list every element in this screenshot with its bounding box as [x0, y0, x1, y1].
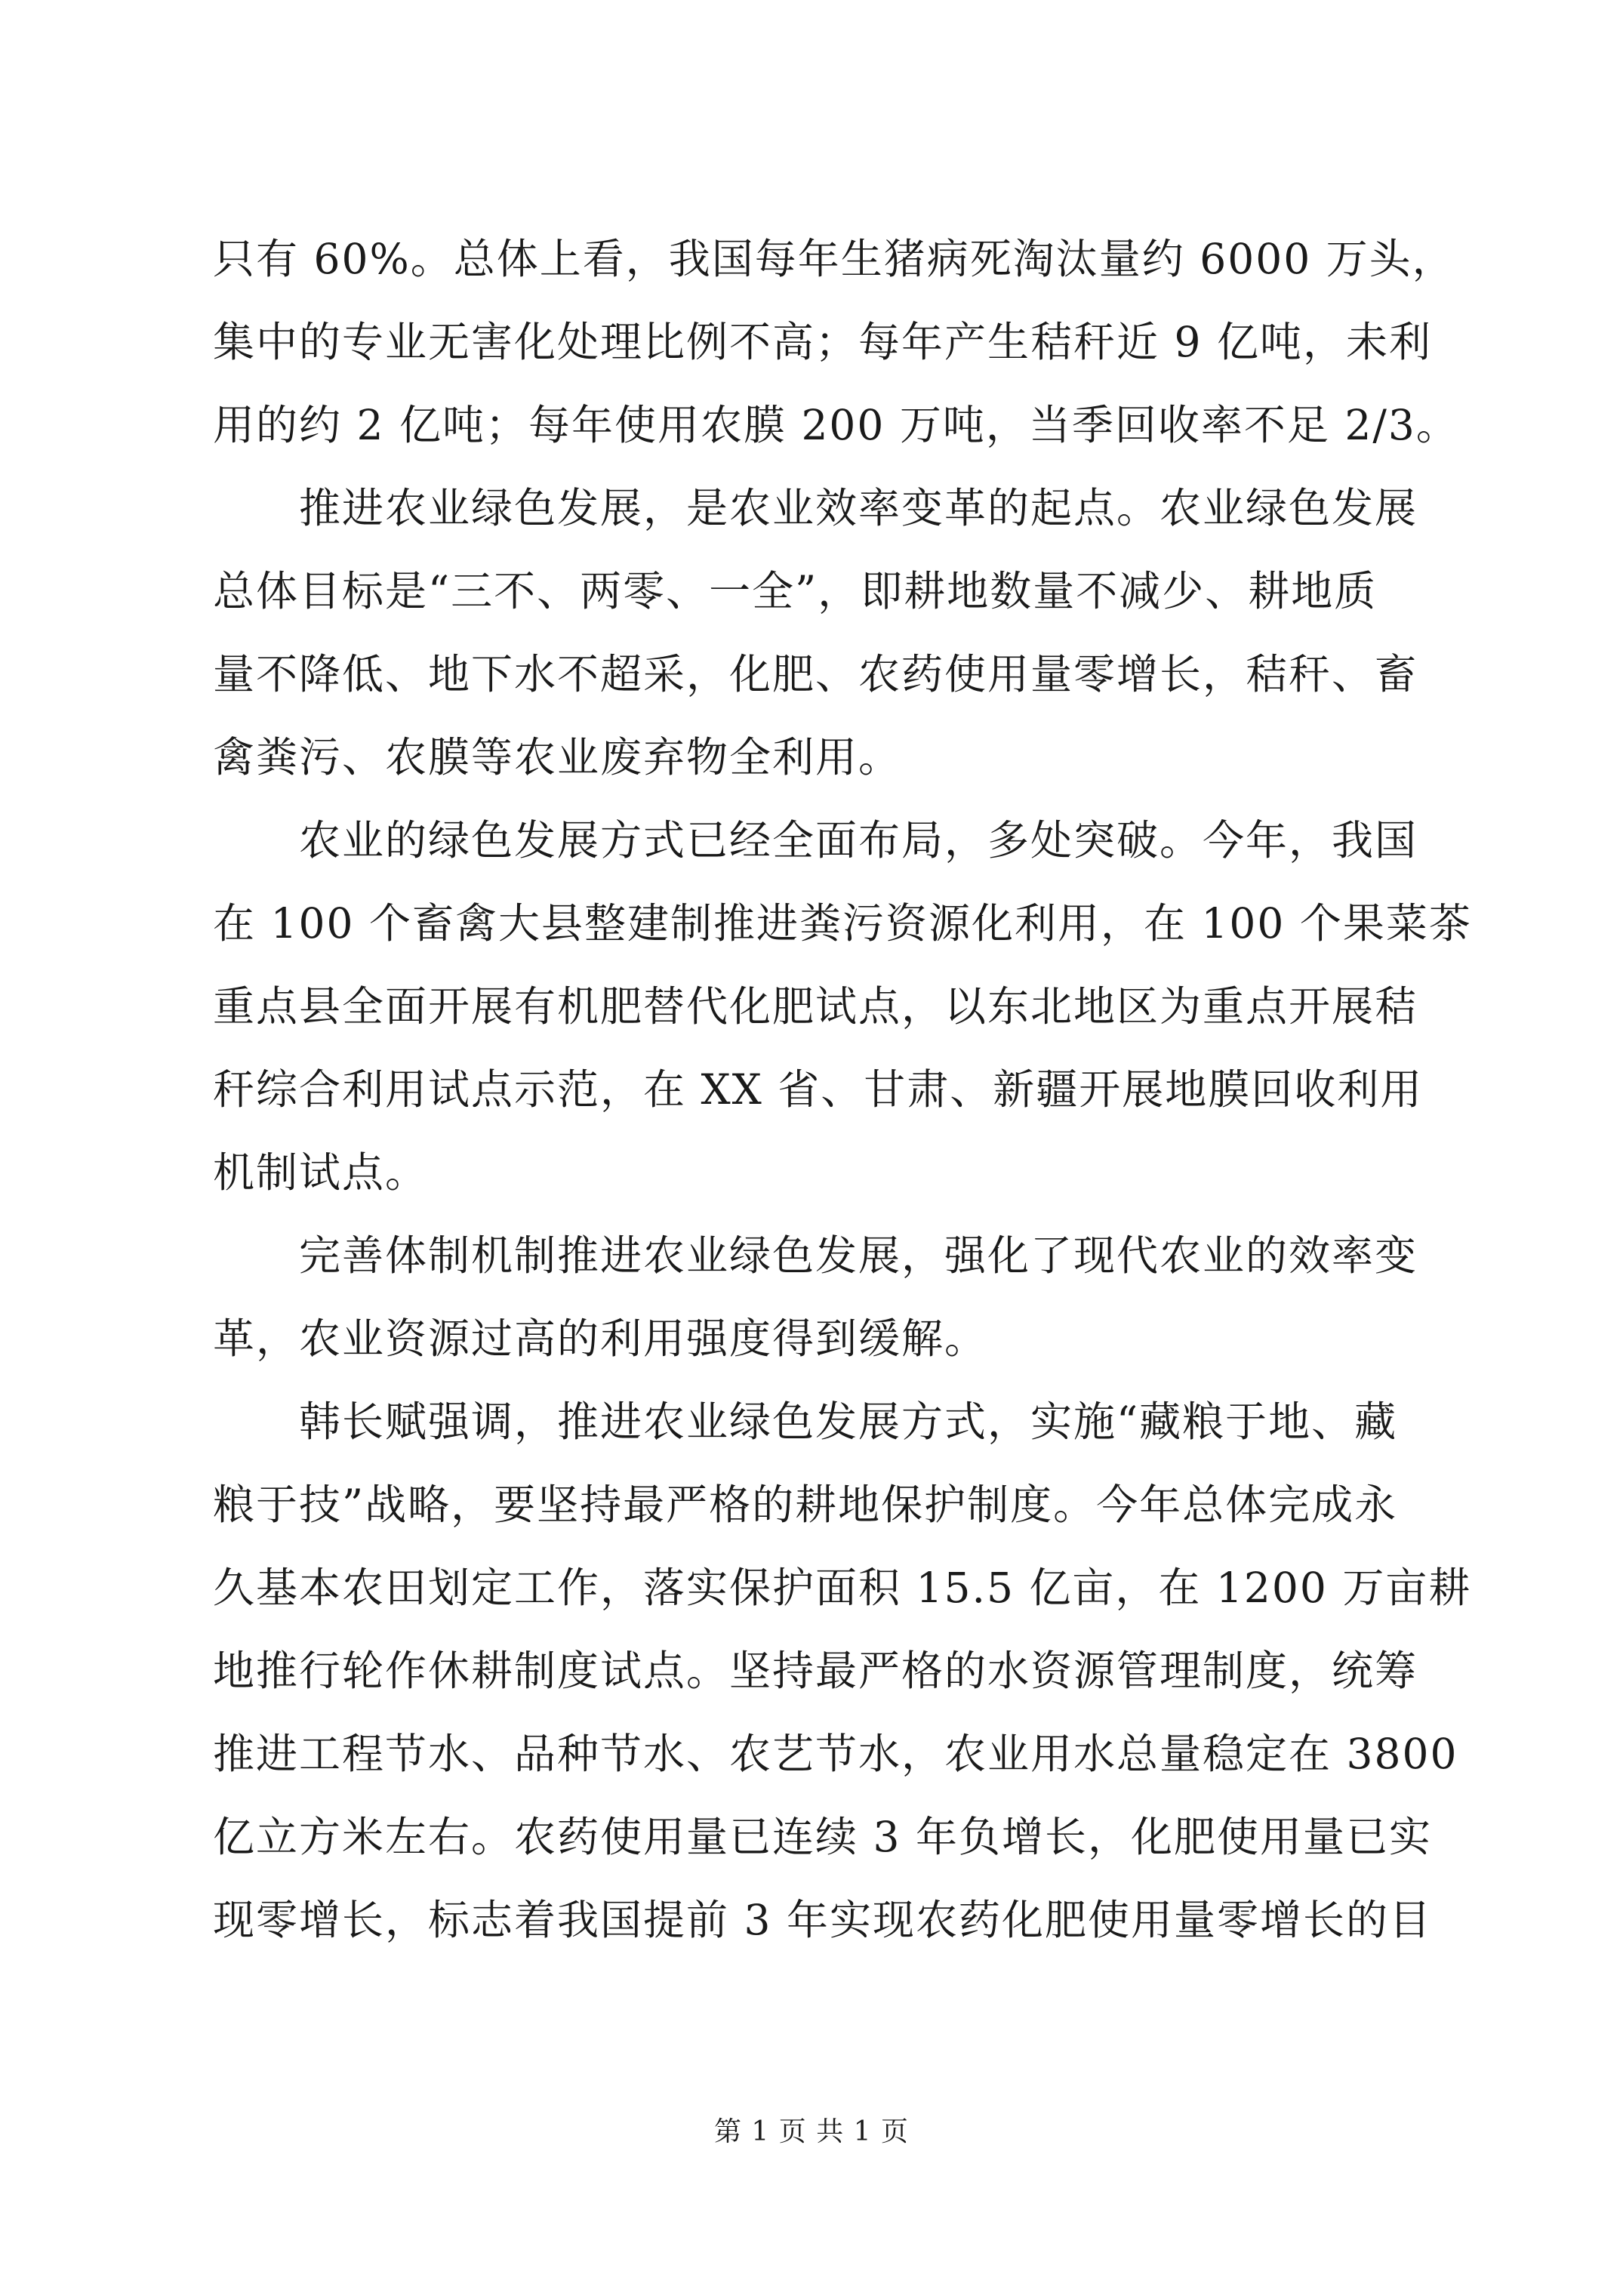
text-line: 集中的专业无害化处理比例不高；每年产生秸秆近 9 亿吨，未利: [213, 318, 1432, 366]
text-line: 完善体制机制推进农业绿色发展，强化了现代农业的效率变: [299, 1231, 1418, 1280]
text-line: 重点县全面开展有机肥替代化肥试点，以东北地区为重点开展秸: [213, 982, 1418, 1031]
text-line: 现零增长，标志着我国提前 3 年实现农药化肥使用量零增长的目: [213, 1896, 1432, 1944]
page-footer: 第 1 页 共 1 页: [713, 2116, 910, 2147]
text-line: 推进农业绿色发展，是农业效率变革的起点。农业绿色发展: [299, 484, 1418, 532]
text-line: 禽粪污、农膜等农业废弃物全利用。: [213, 733, 902, 781]
text-line: 只有 60%。总体上看，我国每年生猪病死淘汰量约 6000 万头，: [213, 235, 1455, 283]
paragraph: [213, 1380, 1472, 1962]
text-line: 粮于技”战略，要坚持最严格的耕地保护制度。今年总体完成永: [213, 1481, 1398, 1529]
document-body: [213, 217, 1472, 1962]
text-line: 总体目标是“三不、两零、一全”，即耕地数量不减少、耕地质: [213, 567, 1378, 615]
paragraph: [213, 217, 1459, 467]
text-line: 秆综合利用试点示范，在 XX 省、甘肃、新疆开展地膜回收利用: [213, 1065, 1424, 1114]
text-line: 久基本农田划定工作，落实保护面积 15.5 亿亩，在 1200 万亩耕: [213, 1564, 1472, 1612]
text-line: 量不降低、地下水不超采，化肥、农药使用量零增长，秸秆、畜: [213, 650, 1418, 698]
text-line: 农业的绿色发展方式已经全面布局，多处突破。今年，我国: [299, 816, 1418, 864]
paragraph: [213, 467, 1421, 799]
text-line: 亿立方米左右。农药使用量已连续 3 年负增长，化肥使用量已实: [213, 1813, 1432, 1861]
text-line: 推进工程节水、品种节水、农艺节水，农业用水总量稳定在 3800: [213, 1730, 1458, 1778]
text-line: 地推行轮作休耕制度试点。坚持最严格的水资源管理制度，统筹: [213, 1647, 1418, 1695]
paragraph: [213, 1214, 1421, 1380]
text-line: 韩长赋强调，推进农业绿色发展方式，实施“藏粮于地、藏: [299, 1398, 1398, 1446]
paragraph: [213, 799, 1472, 1214]
text-line: 机制试点。: [213, 1148, 429, 1197]
text-line: 革，农业资源过高的利用强度得到缓解。: [213, 1314, 988, 1363]
text-line: 在 100 个畜禽大县整建制推进粪污资源化利用，在 100 个果菜茶: [213, 899, 1472, 948]
text-line: 用的约 2 亿吨；每年使用农膜 200 万吨，当季回收率不足 2/3。: [213, 401, 1459, 449]
